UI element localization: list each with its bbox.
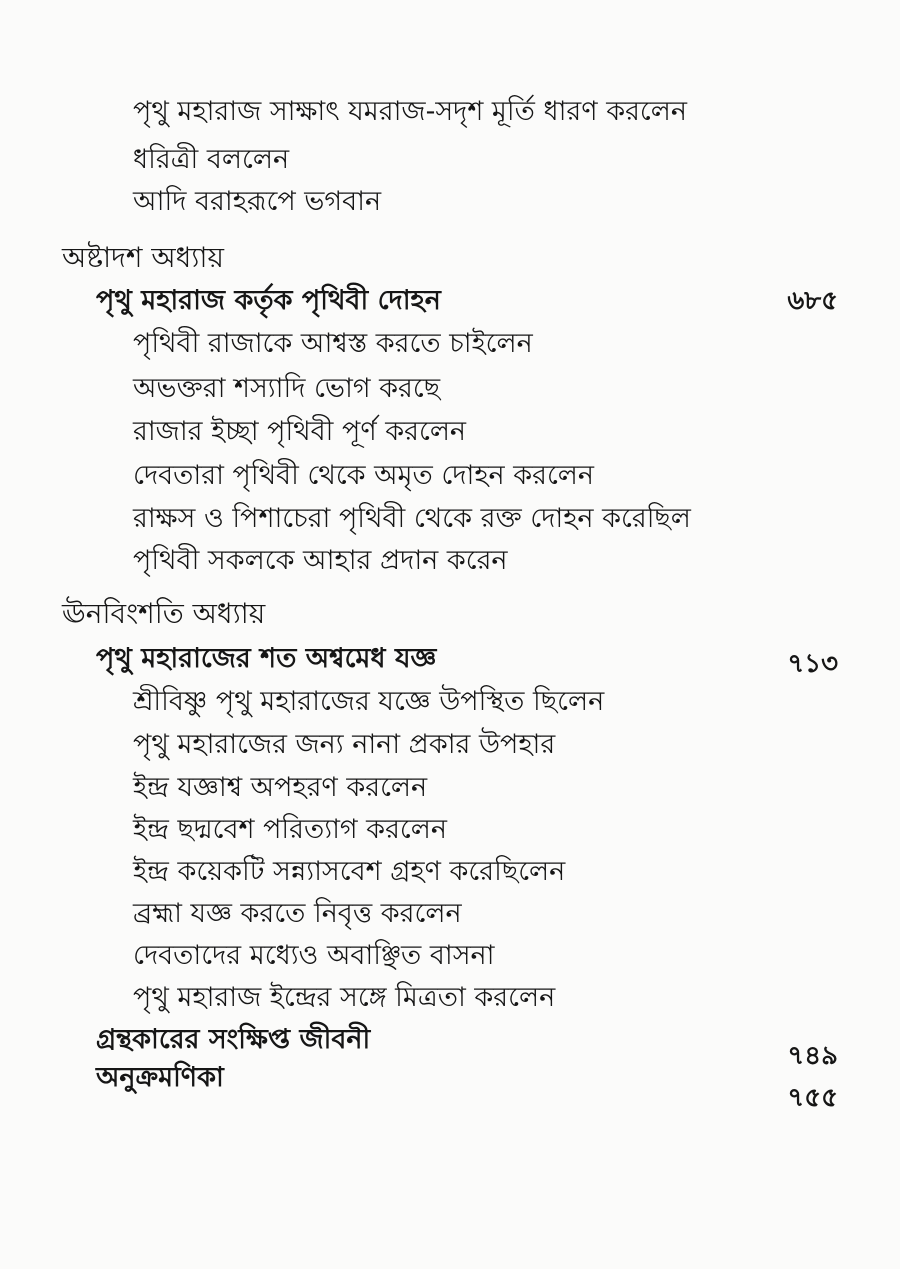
- toc-entry[interactable]: ইন্দ্র কয়েকটি সন্ন্যাসবেশ গ্রহণ করেছিলেন: [133, 856, 566, 887]
- page-number: ৭১৩: [787, 649, 838, 679]
- toc-entry[interactable]: দেবতাদের মধ্যেও অবাঞ্ছিত বাসনা: [133, 940, 495, 971]
- toc-entry[interactable]: রাক্ষস ও পিশাচেরা পৃথিবী থেকে রক্ত দোহন করেছিল: [133, 503, 691, 534]
- toc-entry[interactable]: পৃথু মহারাজের জন্য নানা প্রকার উপহার: [133, 729, 556, 760]
- toc-entry[interactable]: পৃথু মহারাজ ইন্দ্রের সঙ্গে মিত্রতা করলেন: [133, 982, 556, 1013]
- chapter-heading: অষ্টাদশ অধ্যায়: [62, 241, 225, 274]
- section-title[interactable]: পৃথু মহারাজের শত অশ্বমেধ যজ্ঞ: [96, 643, 437, 674]
- toc-entry[interactable]: দেবতারা পৃথিবী থেকে অমৃত দোহন করলেন: [133, 460, 595, 491]
- toc-entry[interactable]: আদি বরাহরূপে ভগবান: [133, 186, 382, 217]
- toc-entry[interactable]: ব্রহ্মা যজ্ঞ করতে নিবৃত্ত করলেন: [133, 898, 462, 929]
- section-title[interactable]: অনুক্রমণিকা: [96, 1062, 224, 1093]
- toc-entry[interactable]: পৃথিবী রাজাকে আশ্বস্ত করতে চাইলেন: [133, 328, 533, 359]
- toc-entry[interactable]: পৃথু মহারাজ সাক্ষাৎ যমরাজ-সদৃশ মূর্তি ধারণ করলেন: [133, 96, 688, 127]
- page-number: ৬৮৫: [787, 286, 838, 316]
- toc-entry[interactable]: ইন্দ্র যজ্ঞাশ্ব অপহরণ করলেন: [133, 772, 428, 803]
- page-number: ৭৪৯: [787, 1041, 838, 1071]
- toc-entry[interactable]: ধরিত্রী বললেন: [133, 144, 290, 175]
- toc-entry[interactable]: অভক্তরা শস্যাদি ভোগ করছে: [133, 373, 441, 404]
- toc-entry[interactable]: শ্রীবিষ্ণু পৃথু মহারাজের যজ্ঞে উপস্থিত ছিলেন: [133, 686, 605, 717]
- section-title[interactable]: পৃথু মহারাজ কর্তৃক পৃথিবী দোহন: [96, 285, 441, 316]
- chapter-heading: ঊনবিংশতি অধ্যায়: [62, 597, 266, 630]
- toc-entry[interactable]: ইন্দ্র ছদ্মবেশ পরিত্যাগ করলেন: [133, 814, 448, 845]
- page-number: ৭৫৫: [787, 1083, 838, 1113]
- toc-entry[interactable]: পৃথিবী সকলকে আহার প্রদান করেন: [133, 545, 508, 576]
- toc-entry[interactable]: রাজার ইচ্ছা পৃথিবী পূর্ণ করলেন: [133, 416, 467, 447]
- section-title[interactable]: গ্রন্থকারের সংক্ষিপ্ত জীবনী: [96, 1024, 371, 1055]
